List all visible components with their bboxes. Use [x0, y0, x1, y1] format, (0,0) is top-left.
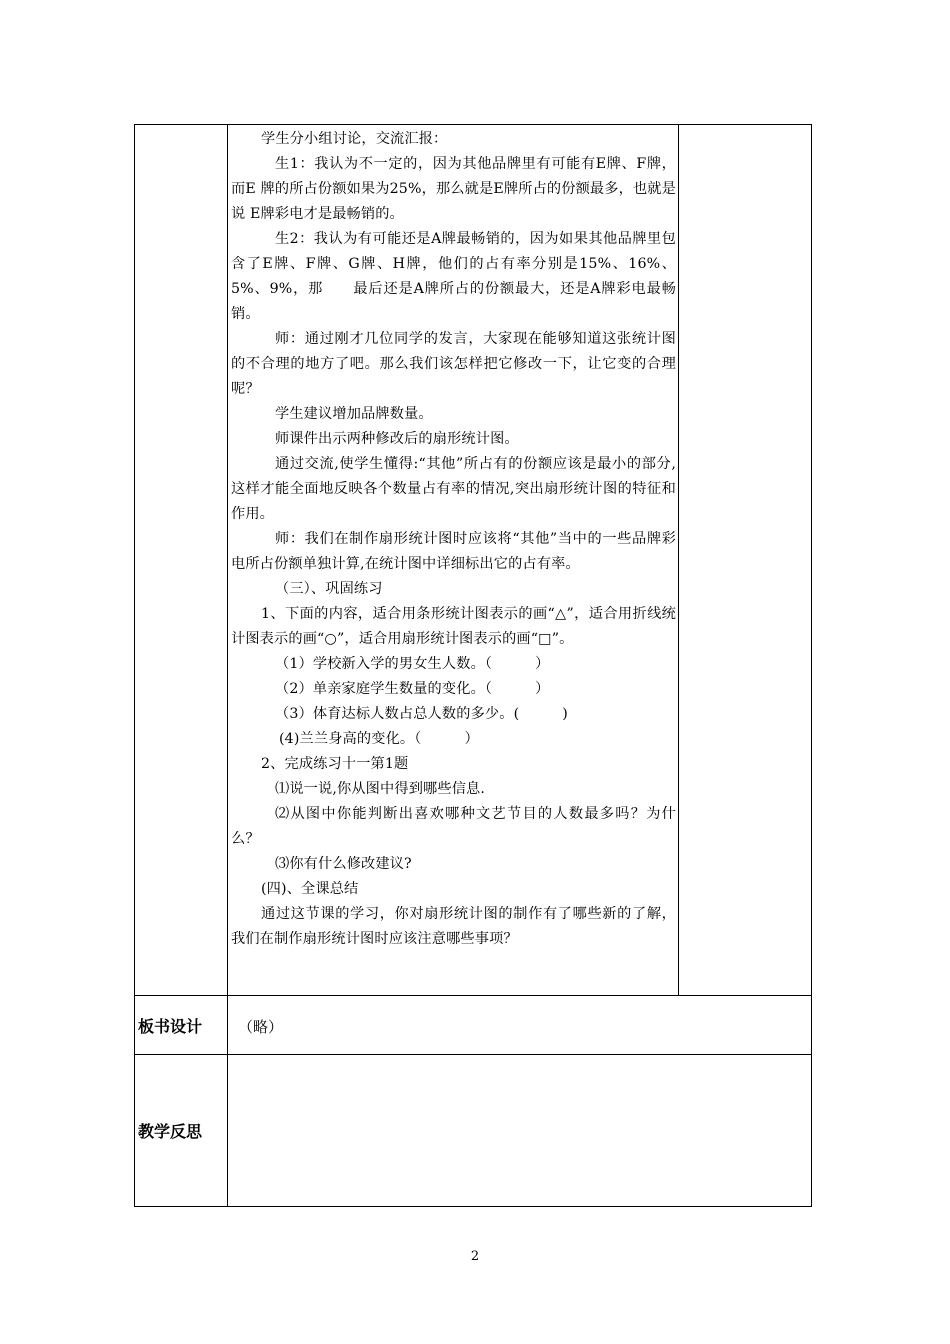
paragraph: 通过这节课的学习，你对扇形统计图的制作有了哪些新的了解，我们在制作扇形统计图时应该注意哪些事项？ — [231, 906, 676, 947]
paragraph: 通过交流,使学生懂得:“其他”所占有的份额应该是最小的部分,这样才能全面地反映各个数量占有率的情况,突出扇形统计图的特征和作用。 — [231, 456, 676, 522]
board-design-row — [135, 996, 812, 1055]
board-design-label: 板书设计 — [135, 996, 228, 1055]
section-heading: （三）、巩固练习 — [275, 581, 383, 597]
paragraph: 学生建议增加品牌数量。 — [275, 406, 433, 422]
process-content-cell — [228, 125, 679, 996]
lesson-process-row — [135, 125, 812, 996]
exercise-question: 2、完成练习十一第1题 — [261, 756, 409, 772]
paragraph: 生2：我认为有可能还是A牌最畅销的，因为如果其他品牌里包含了E牌、F牌、G牌、H牌，他们的占有率分别是15%、16%、5%、9%，那 最后还是A牌所占的份额最大，还是A牌彩电最畅销。 — [231, 231, 676, 322]
paragraph: 生1：我认为不一定的，因为其他品牌里有可能有E牌、F牌，而E 牌的所占份额如果为25%，那么就是E牌所占的份额最多，也就是说 E牌彩电才是最畅销的。 — [231, 156, 676, 222]
exercise-item: ⑵从图中你能判断出喜欢哪种文艺节目的人数最多吗？为什么？ — [231, 806, 676, 847]
board-design-content: （略） — [228, 996, 812, 1055]
lesson-content — [231, 127, 676, 952]
teaching-reflection-content — [228, 1055, 812, 1207]
section-heading: (四)、全课总结 — [261, 881, 359, 897]
paragraph: 师：通过刚才几位同学的发言，大家现在能够知道这张统计图的不合理的地方了吧。那么我们该怎样把它修改一下，让它变的合理呢？ — [231, 331, 676, 397]
exercise-item: (4)兰兰身高的变化。（ ） — [279, 731, 479, 747]
exercise-question: 1、下面的内容，适合用条形统计图表示的画“△”，适合用折线统计图表示的画“○”，适合用扇形统计图表示的画“□”。 — [231, 606, 676, 647]
page-number: 2 — [470, 1249, 480, 1264]
exercise-item: （3）体育达标人数占总人数的多少。( ) — [275, 706, 568, 722]
exercise-item: （2）单亲家庭学生数量的变化。（ ） — [275, 681, 550, 697]
exercise-item: ⑶你有什么修改建议? — [275, 856, 412, 872]
exercise-item: （1）学校新入学的男女生人数。（ ） — [275, 656, 550, 672]
paragraph: 学生分小组讨论，交流汇报： — [261, 131, 448, 147]
process-label-cell — [135, 125, 228, 996]
teaching-reflection-row — [135, 1055, 812, 1207]
paragraph: 师课件出示两种修改后的扇形统计图。 — [275, 431, 519, 447]
exercise-item: ⑴说一说,你从图中得到哪些信息. — [275, 781, 486, 797]
lesson-plan-table — [134, 124, 812, 1207]
teaching-reflection-label: 教学反思 — [135, 1055, 228, 1207]
paragraph: 师：我们在制作扇形统计图时应该将“其他”当中的一些品牌彩电所占份额单独计算,在统计图中详细标出它的占有率。 — [231, 531, 676, 572]
notes-cell — [679, 125, 812, 996]
